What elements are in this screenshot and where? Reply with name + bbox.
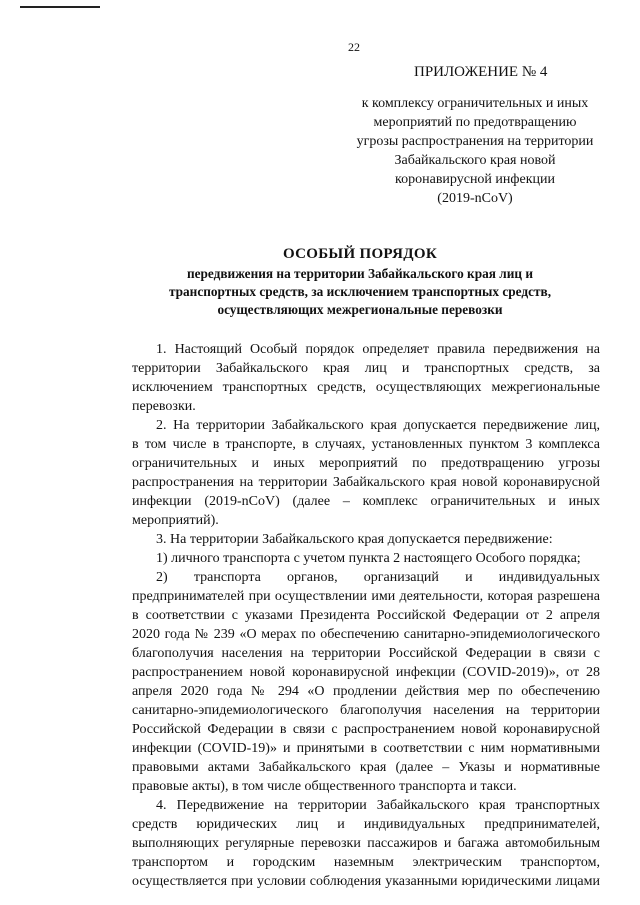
body-line: апреля 2020 года № 294 «О продлении действия мер по обеспечению (132, 684, 600, 699)
body-line: распространения на территории Забайкальского края новой коронавирусной (132, 475, 600, 490)
body-line: осуществляется при условии соблюдения указанными юридическими лицами (132, 874, 600, 889)
body-line: инфекции (COVID-19)» и принятыми в соответствии с ним нормативными (132, 741, 600, 756)
body-line: Российской Федерации в связи с распространением новой коронавирусной (132, 722, 600, 737)
top-rule (20, 6, 100, 8)
appendix-line: коронавирусной инфекции (395, 172, 555, 187)
body-line: санитарно-эпидемиологического благополучия населения на территории (132, 703, 600, 718)
body-line: транспортом и городским наземным электрическим транспортом, (132, 855, 600, 870)
body-line: средств юридических лиц и индивидуальных предпринимателей, (132, 817, 600, 832)
body-line: ограничительных и иных мероприятий по предотвращению угрозы (132, 456, 600, 471)
appendix-line: (2019-nCoV) (437, 191, 513, 206)
document-title: ОСОБЫЙ ПОРЯДОК (282, 246, 438, 262)
body-line: выполняющих регулярные перевозки пассажиров и багажа автомобильным (132, 836, 600, 851)
body-line: территории Забайкальского края лиц и транспортных средств, за (132, 361, 600, 376)
body-line: 1) личного транспорта с учетом пункта 2 настоящего Особого порядка; (156, 551, 581, 566)
body-line: 1. Настоящий Особый порядок определяет правила передвижения на (156, 342, 600, 357)
body-line: 2) транспорта органов, организаций и индивидуальных (156, 570, 600, 585)
body-line: мероприятий). (132, 513, 219, 528)
body-line: 3. На территории Забайкальского края допускается передвижение: (156, 532, 553, 547)
body-line: в соответствии с указами Президента Российской Федерации от 2 апреля (132, 608, 600, 623)
subtitle-line: осуществляющих межрегиональные перевозки (217, 302, 503, 317)
body-line: предпринимателей при осуществлении ими деятельности, которая разрешена (132, 589, 600, 604)
document-body (132, 340, 600, 891)
appendix-line: угрозы распространения на территории (356, 134, 594, 149)
appendix-line: Забайкальского края новой (394, 153, 556, 168)
appendix-line: к комплексу ограничительных и иных (361, 96, 589, 111)
appendix-reference (340, 94, 610, 208)
body-line: правовыми актами Забайкальского края (далее – Указы и нормативные (132, 760, 600, 775)
page-number: 22 (348, 40, 360, 54)
body-line: перевозки. (132, 399, 196, 414)
body-line: правовые акты), в том числе общественного транспорта и такси. (132, 779, 517, 794)
body-line: 2. На территории Забайкальского края допускается передвижение лиц, (156, 418, 600, 433)
appendix-title: ПРИЛОЖЕНИЕ № 4 (414, 64, 548, 80)
appendix-line: мероприятий по предотвращению (373, 115, 577, 130)
body-line: 4. Передвижение на территории Забайкальского края транспортных (156, 798, 600, 813)
subtitle-line: передвижения на территории Забайкальского края лиц и (186, 266, 534, 281)
body-line: исключением транспортных средств, осуществляющих межрегиональные (132, 380, 600, 395)
document-subtitle (150, 265, 570, 319)
subtitle-line: транспортных средств, за исключением транспортных средств, (168, 284, 552, 299)
body-line: в том числе в транспорте, в случаях, установленных пунктом 3 комплекса (132, 437, 600, 452)
body-line: распространением новой коронавирусной инфекции (COVID-2019)», от 28 (132, 665, 600, 680)
body-line: благополучия населения на территории Российской Федерации в связи с (132, 646, 600, 661)
body-line: инфекции (2019-nCoV) (далее – комплекс ограничительных и иных (132, 494, 600, 509)
body-line: 2020 года № 239 «О мерах по обеспечению санитарно-эпидемиологического (132, 627, 600, 642)
